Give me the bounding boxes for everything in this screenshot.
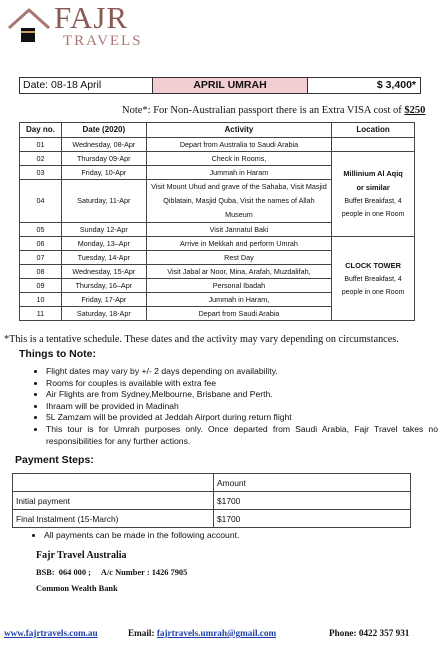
note-item: • 5L Zamzam will be provided at Jeddah Airport during return flight (46, 412, 438, 424)
day-no: 09 (20, 279, 62, 293)
day-date: Sunday 12-Apr (61, 223, 146, 237)
day-activity: Depart from Australia to Saudi Arabia (146, 138, 331, 152)
payment-note: • All payments can be made in the following account. (44, 530, 239, 540)
schedule-row (20, 237, 415, 251)
day-no: 03 (20, 166, 62, 180)
note-item: • Flight dates may vary by +/- 2 days depending on availability. (46, 366, 438, 378)
payment-table (12, 473, 411, 528)
day-no: 04 (20, 180, 62, 223)
day-no: 11 (20, 307, 62, 321)
day-activity: Arrive in Mekkah and perform Umrah (146, 237, 331, 251)
day-date: Saturday, 11-Apr (61, 180, 146, 223)
day-activity: Jummah in Haram (146, 166, 331, 180)
note-item: • This tour is for Umrah purposes only. Once departed from Saudi Arabia, Fajr Travel takes no responsibilities for any further actions. (46, 424, 438, 447)
brand-tagline: TRAVELS (63, 33, 143, 49)
day-date: Wednesday, 15-Apr (61, 265, 146, 279)
package-price: $ 3,400* (376, 79, 416, 91)
location-makkah (332, 237, 415, 321)
day-no: 06 (20, 237, 62, 251)
day-no: 08 (20, 265, 62, 279)
day-no: 10 (20, 293, 62, 307)
phone-number: Phone: 0422 357 931 (329, 628, 410, 638)
col-header-location: Location (332, 123, 415, 138)
payment-label: Final Instalment (15-March) (13, 510, 214, 528)
location-madinah (332, 152, 415, 237)
email-link[interactable]: fajrtravels.umrah@gmail.com (156, 628, 277, 638)
note-item: • Air Flights are from Sydney,Melbourne, Brisbane and Perth. (46, 389, 438, 401)
payment-row (13, 510, 411, 528)
col-header-day: Day no. (20, 123, 62, 138)
tentative-note: *This is a tentative schedule. These dates and the activity may vary depending on circumstances. (4, 334, 399, 345)
day-activity: Visit Jabal ar Noor, Mina, Arafah, Muzdalifah, (146, 265, 331, 279)
day-date: Saturday, 18-Apr (61, 307, 146, 321)
payment-note-list (32, 530, 239, 540)
day-date: Monday, 13–Apr (61, 237, 146, 251)
payment-row (13, 492, 411, 510)
note-item: • Ihraam will be provided in Madinah (46, 401, 438, 413)
kaaba-icon (6, 6, 52, 50)
day-no: 02 (20, 152, 62, 166)
location-name: CLOCK TOWER (345, 260, 401, 270)
location-detail: Buffet Breakfast, 4 people in one Room (341, 275, 405, 296)
schedule-table (19, 122, 415, 321)
day-activity: Rest Day (146, 251, 331, 265)
payment-label: Initial payment (13, 492, 214, 510)
note-item: • Rooms for couples is available with extra fee (46, 378, 438, 390)
fajr-travels-logo (6, 0, 186, 52)
email-contact (128, 628, 276, 638)
visa-note-text: Note*: For Non-Australian passport there is an Extra VISA cost of (122, 105, 405, 116)
payment-header-blank (13, 474, 214, 492)
day-date: Friday, 10-Apr (61, 166, 146, 180)
things-to-note-list (34, 366, 438, 447)
payment-header-row (13, 474, 411, 492)
col-header-activity: Activity (146, 123, 331, 138)
location-detail: Buffet Breakfast, 4 people in one Room (341, 198, 405, 218)
brand-name: FAJR (54, 0, 129, 35)
schedule-header-row (20, 123, 415, 138)
email-label: Email: (128, 628, 157, 638)
package-name: APRIL UMRAH (153, 78, 308, 93)
payment-amount: $1700 (214, 510, 411, 528)
day-no: 07 (20, 251, 62, 265)
day-date: Wednesday, 08-Apr (61, 138, 146, 152)
visa-note-amount: $250 (404, 105, 426, 116)
package-date: Date: 08-18 April (20, 78, 153, 93)
day-activity: Visit Mount Uhud and grave of the Sahaba, Visit Masjid Qiblatain, Masjid Quba, Visit the names of Allah Museum (146, 180, 331, 223)
account-name: Fajr Travel Australia (36, 550, 127, 561)
day-date: Friday, 17-Apr (61, 293, 146, 307)
day-activity: Personal Ibadah (146, 279, 331, 293)
location-empty (332, 138, 415, 152)
day-activity: Check in Rooms, (146, 152, 331, 166)
package-title-bar (19, 77, 421, 94)
payment-amount: $1700 (214, 492, 411, 510)
visa-note (122, 105, 425, 116)
location-name-qualifier: or similar (356, 183, 390, 192)
day-activity: Jummah in Haram, (146, 293, 331, 307)
day-no: 01 (20, 138, 62, 152)
day-date: Thursday, 16–Apr (61, 279, 146, 293)
day-activity: Visit Jannatul Baki (146, 223, 331, 237)
website-link[interactable]: www.fajrtravels.com.au (4, 628, 98, 638)
location-name: Millinium Al Aqiq (343, 169, 403, 178)
account-bsb-number: BSB: 064 000 ; A/c Number : 1426 7905 (36, 568, 188, 577)
day-date: Thursday 09-Apr (61, 152, 146, 166)
col-header-date: Date (2020) (61, 123, 146, 138)
payment-steps-heading: Payment Steps: (15, 454, 94, 466)
schedule-row (20, 138, 415, 152)
schedule-row (20, 152, 415, 166)
day-date: Tuesday, 14-Apr (61, 251, 146, 265)
bank-name: Common Wealth Bank (36, 584, 118, 593)
day-no: 05 (20, 223, 62, 237)
amount-header: Amount (214, 474, 411, 492)
day-activity: Depart from Saudi Arabia (146, 307, 331, 321)
things-to-note-heading: Things to Note: (19, 348, 96, 360)
